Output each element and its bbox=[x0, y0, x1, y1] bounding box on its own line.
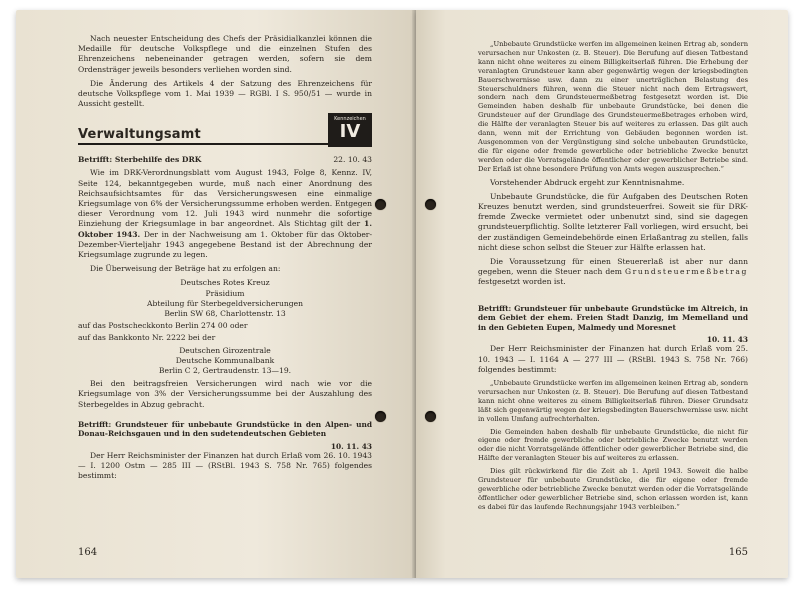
address-1-line: Berlin SW 68, Charlottenstr. 13 bbox=[164, 309, 286, 319]
intro-paragraph-1: Nach neuester Entscheidung des Chefs der Präsidialkanzlei können die Medaille für deutsche Volkspflege und die einzelnen Stufen des Ehrenzeichens nebeneinander getragen werden, sofern sie dem Ordensträger jeweils besonders verliehen worden sind. bbox=[78, 34, 372, 74]
item1-heading bbox=[78, 155, 372, 165]
page-number-left: 164 bbox=[78, 547, 98, 558]
punch-hole-right-bottom bbox=[425, 411, 436, 422]
voraus-b: festgesetzt worden ist. bbox=[478, 277, 566, 287]
item1-paragraph-2: Die Überweisung der Beträge hat zu erfolgen an: bbox=[90, 264, 281, 274]
quote-2-paragraph: Dies gilt rückwirkend für die Zeit ab 1. April 1943. Soweit die halbe Grundsteuer für unbebaute Grundstücke, die für eigene oder fremde gewerbliche oder betriebliche Zwecke benutzt werden oder die Vorratsgelände öffentlicher oder gewerblicher Betriebe sind, schon erlassen worden ist, kann es dabei für das laufende Rechnungsjahr 1943 verbleiben.“ bbox=[478, 467, 748, 511]
address-1-line: Deutsches Rotes Kreuz bbox=[180, 278, 270, 288]
quote-2-paragraph: Die Gemeinden haben deshalb für unbebaute Grundstücke, die nicht für eigene oder fremde gewerbliche oder betriebliche Zwecke benutzt werden oder die nicht Vorratsgelände öffentlicher oder gewerblicher Betriebe sind, die Hälfte der veranlagten Steuer bis auf weiteres zu erlassen. bbox=[478, 427, 748, 463]
address-1-line: Abteilung für Sterbegeldversicherungen bbox=[147, 298, 303, 308]
left-page bbox=[16, 10, 416, 578]
page-number-right: 165 bbox=[728, 547, 748, 558]
item1-p1-b: Der in der Nachweisung am 1. Oktober für das Oktober-Dezember-Vierteljahr 1943 angegebene Bestand ist der Abrechnung der Kriegsumlage zugrunde zu legen. bbox=[78, 229, 373, 260]
item1-p1-bold: 1. Oktober 1943. bbox=[78, 219, 372, 239]
item1-title: Betrifft: Sterbehilfe des DRK bbox=[78, 155, 202, 165]
quote-1-paragraph: „Unbebaute Grundstücke werfen im allgemeinen keinen Ertrag ab, sondern verursachen nur Unkosten (z. B. Steuer). Die Berufung auf diesen Tatbestand kann nicht ohne weiteres zu einem Billigkeitserlaß führen. Die Erhebung der veranlagten Grundsteuer kann aber gegenwärtig wegen der kriegsbedingten Bauerschwernisse usw. dann zu einer unerträglichen Belastung des Steuerschuldners führen, wenn die Steuer nicht nach dem Ertragswert, sondern nach dem Grundsteuermeßbetrag festgesetzt worden ist. Die Gemeinden haben deshalb für unbebaute Grundstücke, bei denen die Grundsteuer auf der Grundlage des Grundsteuermeßbetrages erhoben wird, die Hälfte der veranlagten Steuer bis auf weiteres zu erlassen. Das gilt auch dann, wenn mit der Errichtung von Gebäuden begonnen worden ist. Ausgenommen von der Vergünstigung sind solche unbebauten Grundstücke, die für eigene oder fremde gewerbliche oder betriebliche Zwecke benutzt werden oder die Vorratsgelände öffentlicher oder gewerblicher Betriebe sind. Der Erlaß ist ohne besondere Prüfung von Amts wegen auszusprechen.“ bbox=[478, 40, 748, 173]
address-1-line: Präsidium bbox=[205, 288, 245, 298]
drk-paragraph: Unbebaute Grundstücke, die für Aufgaben des Deutschen Roten Kreuzes benutzt werden, sind grundsteuerfrei. Soweit sie für DRK-fremde Zwecke vermietet oder unbenutzt sind, sind sie dagegen grundsteuerpflichtig. Sollte letzterer Fall vorliegen, wird ersucht, bei der zuständigen Gemeindebehörde einen Erlaßantrag zu stellen, falls nicht diese schon selbst die Steuer zur Hälfte erlassen hat. bbox=[478, 191, 748, 252]
voraus-spaced: Grundsteuermeßbetrag bbox=[624, 267, 748, 277]
item1-date: 22. 10. 43 bbox=[333, 155, 372, 165]
badge-number: IV bbox=[339, 121, 361, 143]
item1-p1-a: Wie im DRK-Verordnungsblatt vom August 1943, Folge 8, Kennz. IV, Seite 124, bekanntgegeben wurde, muß nach einer Anordnung des Reichsaufsichtsamtes für das Versicherungswesen eine einmalige Kriegsumlage von 6% der Versicherungssumme erhoben werden. Entgegen dieser Verordnung vom 12. Juli 1943 wird nunmehr die sofortige Einziehung der Kriegsumlage in bar angeordnet. Als Stichtag gilt der bbox=[78, 168, 372, 229]
item2-paragraph-1: Der Herr Reichsminister der Finanzen hat durch Erlaß vom 26. 10. 1943 — I. 1200 Ostm — 285 III — (RStBl. 1943 S. 758 Nr. 765) folgendes bestimmt: bbox=[78, 451, 372, 481]
quote-1 bbox=[478, 40, 748, 174]
address-2-line: Berlin C 2, Gertraudenstr. 13—19. bbox=[158, 366, 292, 376]
intro-paragraph-2: Die Änderung des Artikels 4 der Satzung des Ehrenzeichens für deutsche Volkspflege vom 1. Mai 1939 — RGBl. I S. 950/51 — wurde in Aussicht gestellt. bbox=[78, 78, 372, 109]
abdruck-paragraph: Vorstehender Abdruck ergeht zur Kenntnisnahme. bbox=[490, 177, 685, 187]
punch-hole-left-top bbox=[375, 199, 386, 210]
item2-date: 10. 11. 43 bbox=[330, 442, 372, 452]
item3-paragraph-1: Der Herr Reichsminister der Finanzen hat durch Erlaß vom 25. 10. 1943 — I. 1164 A — 277 III — (RStBl. 1943 S. 758 Nr. 766) folgendes bestimmt: bbox=[478, 344, 748, 374]
item2-title: Betrifft: Grundsteuer für unbebaute Grundstücke in den Alpen- und Donau-Reichsgauen und in den sudetendeutschen Gebieten bbox=[78, 419, 372, 439]
voraus-a: Die Voraussetzung für einen Steuererlaß ist aber nur dann gegeben, wenn die Steuer nach dem bbox=[478, 257, 748, 277]
address-2-line: Deutsche Kommunalbank bbox=[175, 355, 275, 365]
right-page bbox=[416, 10, 788, 578]
postscheck-line: auf das Postscheckkonto Berlin 274 00 oder bbox=[78, 321, 248, 331]
badge-label: Kennzeichen bbox=[334, 116, 366, 123]
bankkonto-line: auf das Bankkonto Nr. 2222 bei der bbox=[78, 333, 216, 343]
kennzeichen-badge bbox=[328, 113, 372, 147]
item3-title: Betrifft: Grundsteuer für unbebaute Grundstücke im Altreich, in dem Gebiet der ehem. Freien Stadt Danzig, im Memelland und in den Gebieten Eupen, Malmedy und Moresnet bbox=[478, 303, 748, 332]
item3-date: 10. 11. 43 bbox=[706, 335, 748, 345]
quote-2-paragraph: „Unbebaute Grundstücke werfen im allgemeinen keinen Ertrag ab, sondern verursachen nur Unkosten (z. B. Steuer). Die Berufung auf diesen Tatbestand kann nicht ohne weiteres zu einem Billigkeitserlaß führen. Dieser Grundsatz läßt sich gegenwärtig wegen der kriegsbedingten Bauerschwernisse usw. nicht in vollem Umfang aufrechterhalten. bbox=[478, 379, 748, 423]
address-2 bbox=[78, 346, 372, 377]
item1-paragraph-3: Bei den beitragsfreien Versicherungen wird nach wie vor die Kriegsumlage von 3% der Versicherungssumme bei der Auszahlung des Sterbegeldes in Abzug gebracht. bbox=[78, 379, 372, 409]
section-rule bbox=[78, 143, 328, 145]
item1-paragraph-1 bbox=[78, 168, 372, 260]
punch-hole-right-top bbox=[425, 199, 436, 210]
quote-2 bbox=[478, 379, 748, 512]
punch-hole-left-bottom bbox=[375, 411, 386, 422]
address-1 bbox=[78, 278, 372, 319]
voraussetzung-paragraph bbox=[478, 257, 748, 288]
section-header bbox=[78, 115, 372, 145]
address-2-line: Deutschen Girozentrale bbox=[179, 345, 271, 355]
section-title: Verwaltungsamt bbox=[78, 127, 201, 143]
